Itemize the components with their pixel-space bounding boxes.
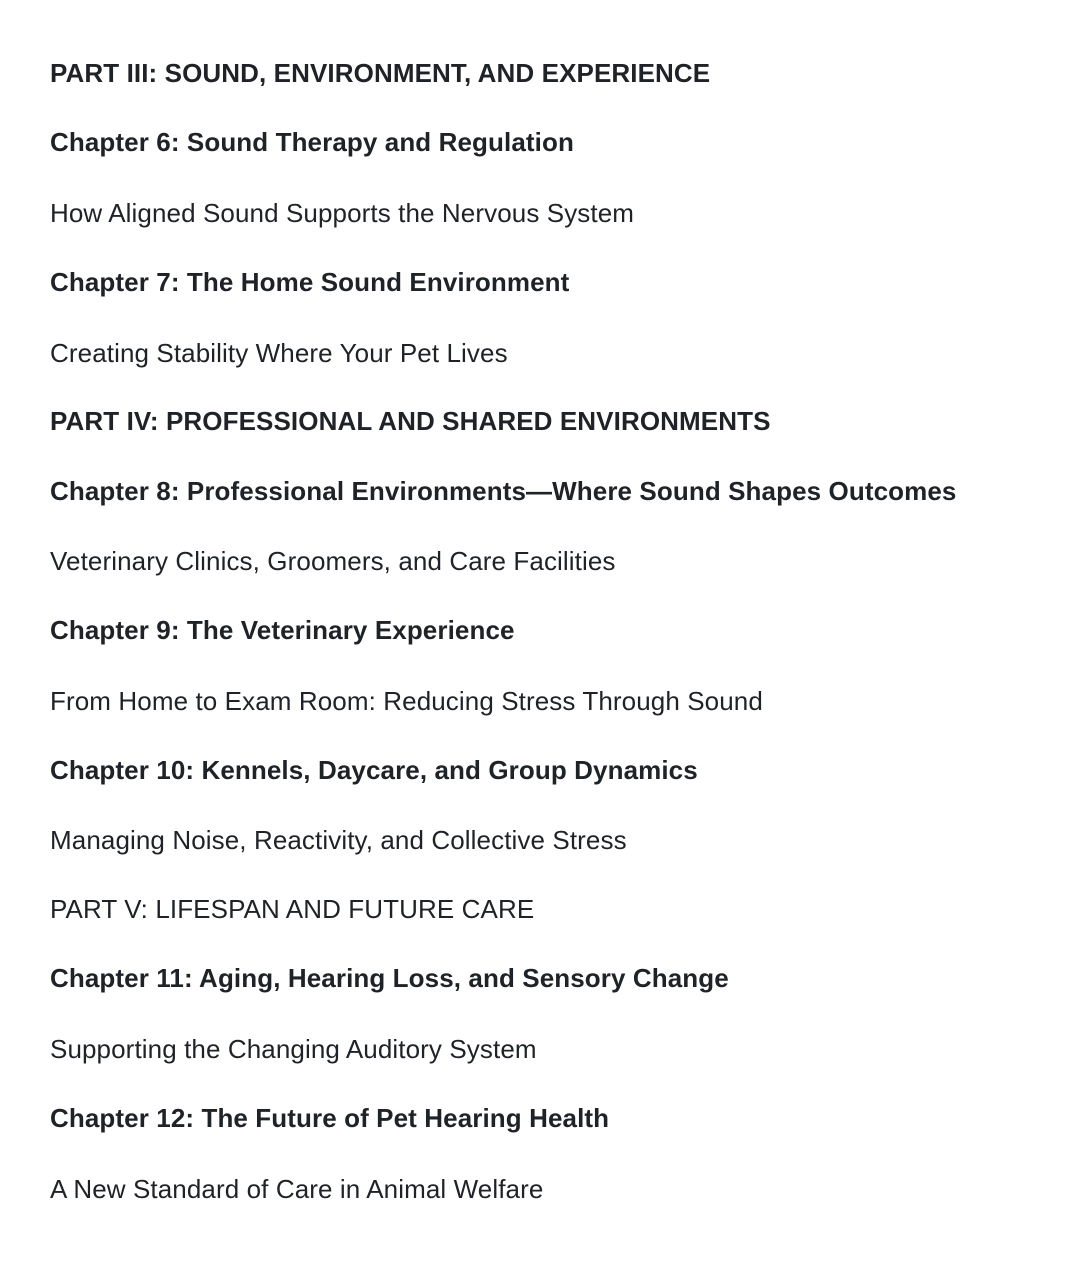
- chapter-title: Chapter 9: The Veterinary Experience: [50, 615, 515, 645]
- part-heading: PART IV: PROFESSIONAL AND SHARED ENVIRONMENTS: [50, 406, 771, 436]
- chapter-subtitle: Supporting the Changing Auditory System: [50, 1034, 537, 1064]
- chapter-title: Chapter 11: Aging, Hearing Loss, and Sensory Change: [50, 963, 729, 993]
- part-heading: PART III: SOUND, ENVIRONMENT, AND EXPERIENCE: [50, 58, 711, 88]
- chapter-subtitle: Managing Noise, Reactivity, and Collective Stress: [50, 825, 627, 855]
- chapter-title: Chapter 8: Professional Environments—Where Sound Shapes Outcomes: [50, 476, 957, 506]
- chapter-title: Chapter 6: Sound Therapy and Regulation: [50, 127, 574, 157]
- chapter-subtitle: Veterinary Clinics, Groomers, and Care Facilities: [50, 546, 616, 576]
- chapter-title: Chapter 10: Kennels, Daycare, and Group Dynamics: [50, 755, 698, 785]
- chapter-title: Chapter 12: The Future of Pet Hearing Health: [50, 1103, 610, 1133]
- chapter-subtitle: How Aligned Sound Supports the Nervous System: [50, 198, 635, 228]
- part-heading: PART V: LIFESPAN AND FUTURE CARE: [50, 894, 535, 924]
- chapter-title: Chapter 7: The Home Sound Environment: [50, 267, 570, 297]
- chapter-subtitle: Creating Stability Where Your Pet Lives: [50, 338, 508, 368]
- chapter-subtitle: From Home to Exam Room: Reducing Stress Through Sound: [50, 686, 763, 716]
- chapter-subtitle: A New Standard of Care in Animal Welfare: [50, 1174, 544, 1204]
